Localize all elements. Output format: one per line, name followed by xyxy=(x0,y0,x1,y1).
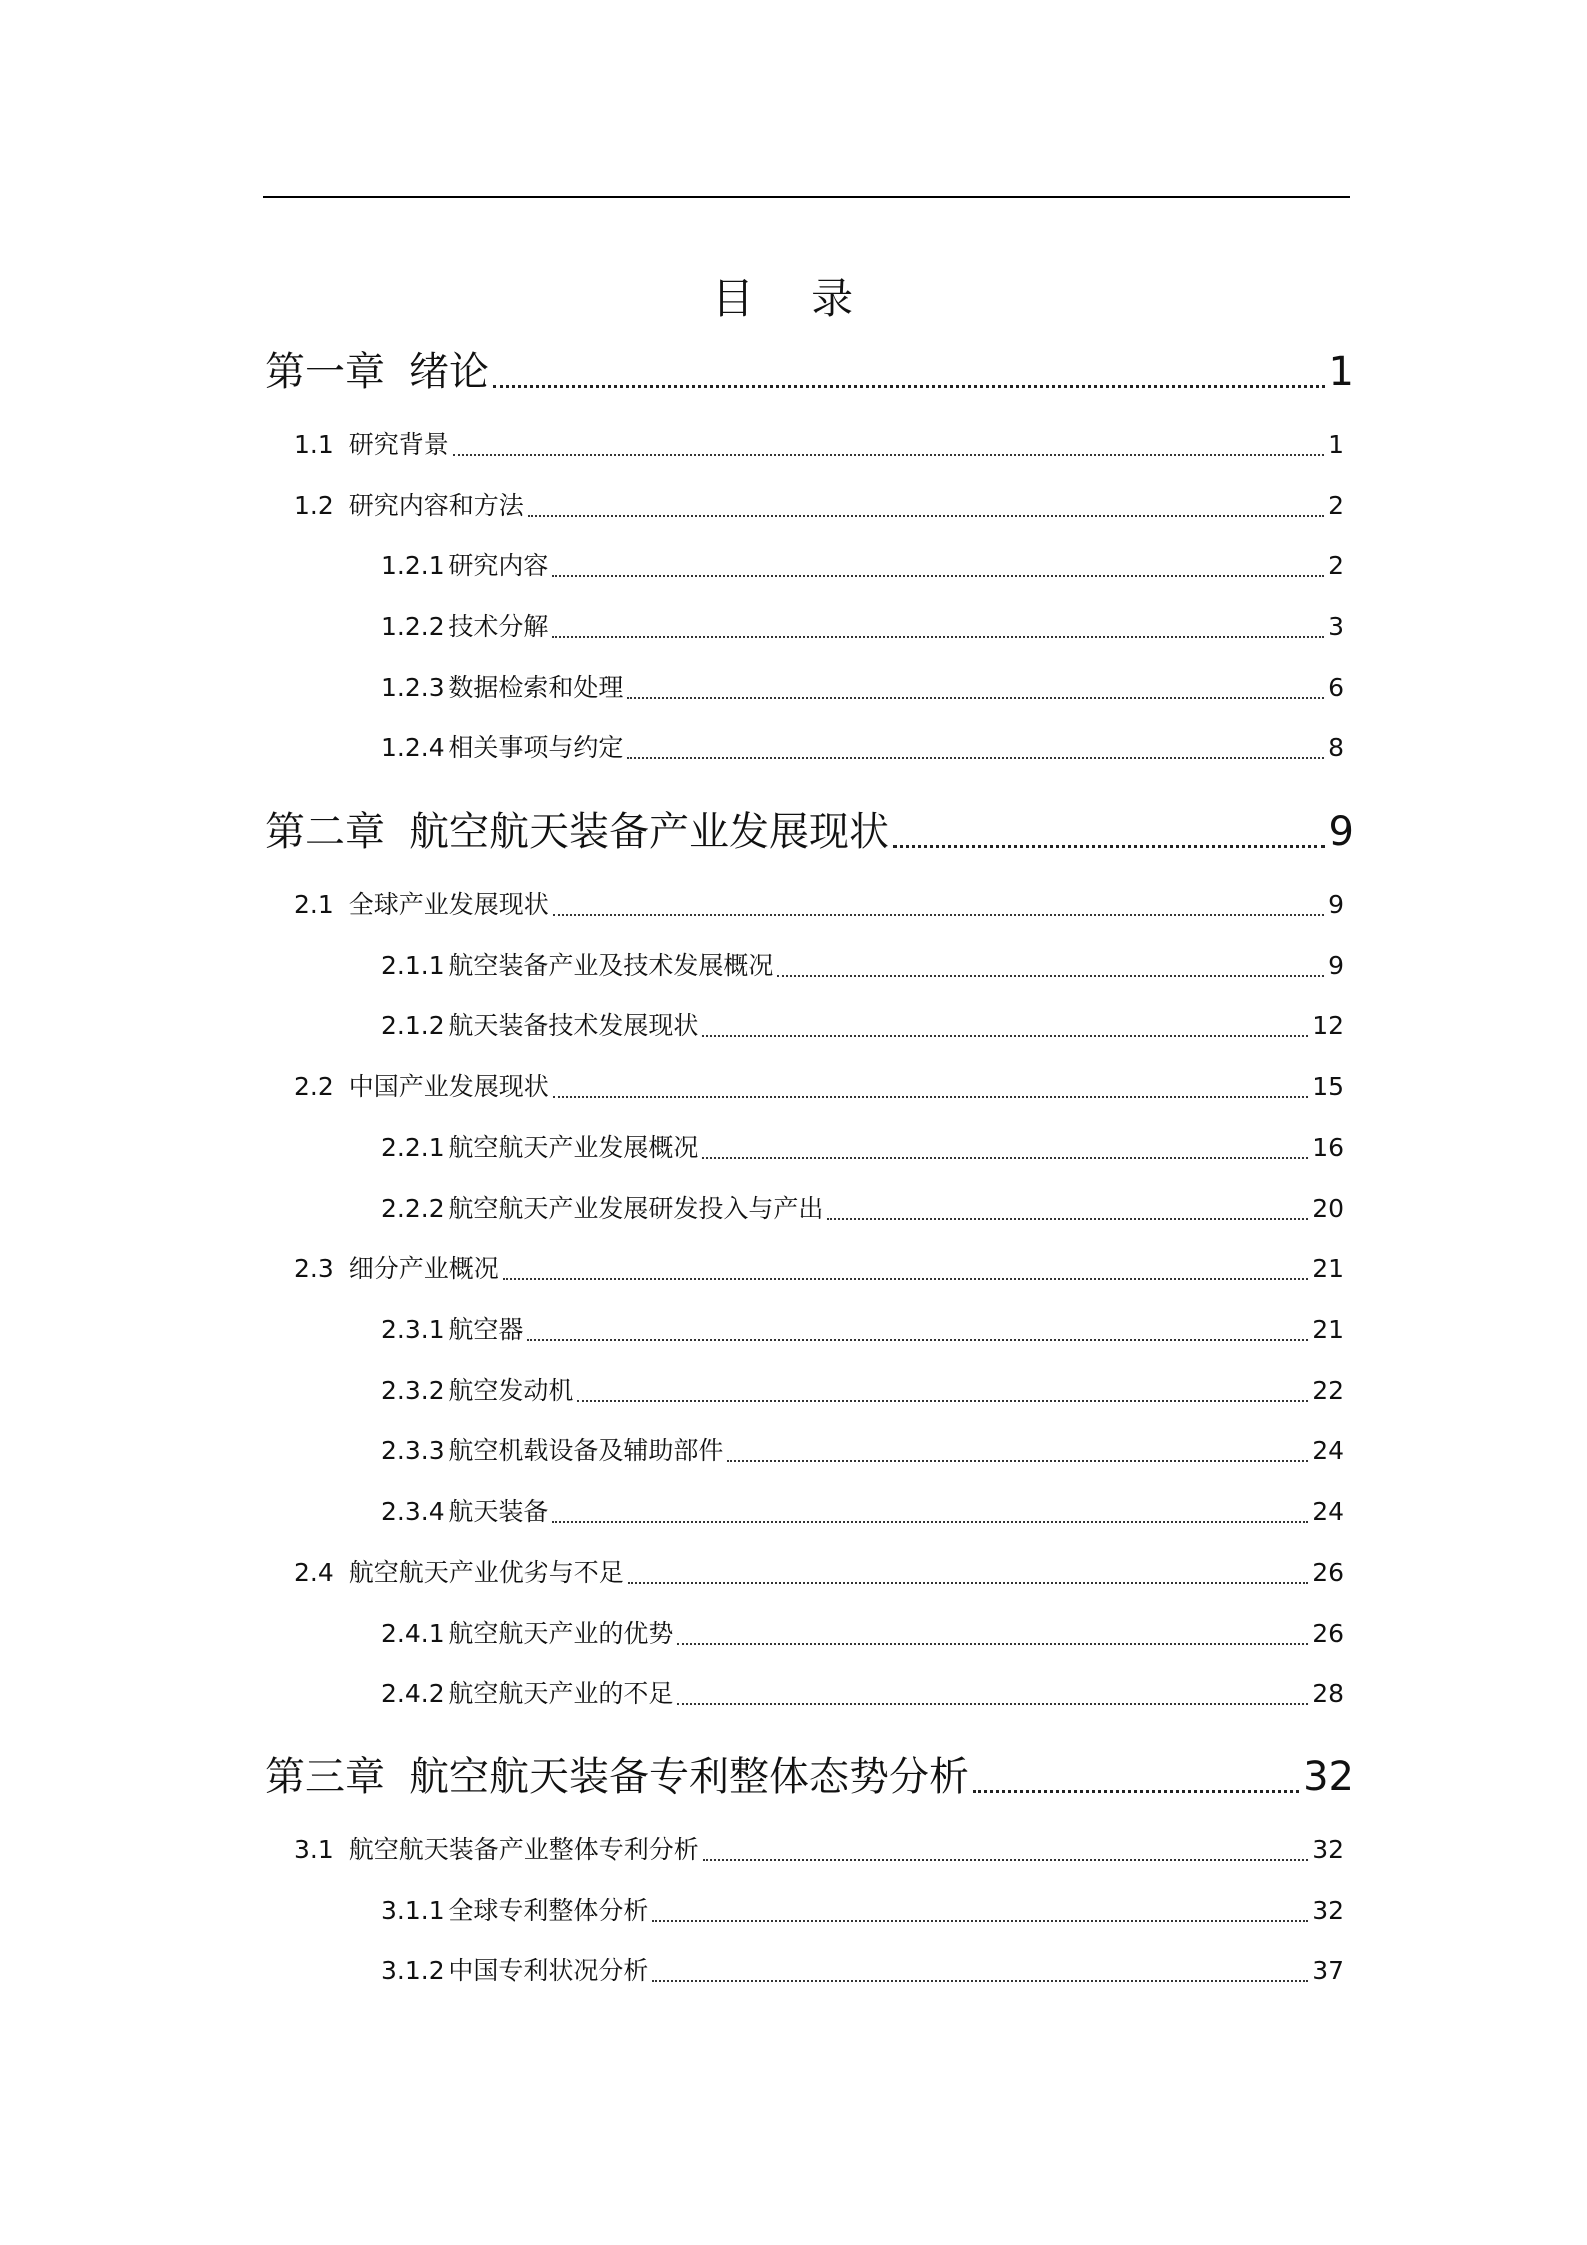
toc-entry-label xyxy=(381,607,548,643)
dot-leader xyxy=(528,515,1324,517)
toc-entry-number: 2.1.1 xyxy=(381,951,445,980)
dot-leader xyxy=(552,575,1324,577)
toc-page-number: 2 xyxy=(1328,551,1344,580)
dot-leader xyxy=(677,1703,1308,1705)
toc-entry-text: 数据检索和处理 xyxy=(448,673,624,702)
dot-leader xyxy=(503,1278,1308,1280)
toc-entry-text: 研究背景 xyxy=(348,430,449,459)
dot-leader xyxy=(702,1157,1308,1159)
toc-entry-text: 航空航天装备产业发展现状 xyxy=(409,809,889,855)
toc-section-entry[interactable] xyxy=(294,486,1344,522)
toc-entry-number: 3.1 xyxy=(294,1835,334,1864)
dot-leader xyxy=(652,1980,1308,1982)
toc-page-number: 32 xyxy=(1303,1754,1354,1800)
toc-page-number: 24 xyxy=(1312,1436,1344,1465)
toc-page-number: 32 xyxy=(1312,1896,1344,1925)
toc-entry-text: 航空航天装备产业整体专利分析 xyxy=(348,1835,699,1864)
toc-section-entry[interactable] xyxy=(294,1067,1344,1103)
dot-leader xyxy=(553,914,1324,916)
toc-entry-label xyxy=(294,425,449,461)
dot-leader xyxy=(628,1582,1308,1584)
toc-page-number: 6 xyxy=(1328,673,1344,702)
dot-leader xyxy=(703,1859,1308,1861)
toc-entry-text: 细分产业概况 xyxy=(348,1254,499,1283)
toc-chapter-entry[interactable] xyxy=(265,1745,1354,1802)
dot-leader xyxy=(973,1790,1299,1793)
toc-entry-text: 航空航天装备专利整体态势分析 xyxy=(409,1754,969,1800)
toc-entry-number: 1.2.3 xyxy=(381,673,445,702)
dot-leader xyxy=(893,845,1325,848)
toc-subsection-entry[interactable] xyxy=(381,607,1344,643)
toc-entry-text: 航空航天产业的优势 xyxy=(448,1619,674,1648)
toc-entry-text: 航空航天产业发展研发投入与产出 xyxy=(448,1194,824,1223)
toc-entry-number: 1.2.2 xyxy=(381,612,445,641)
toc-entry-text: 航空器 xyxy=(448,1315,524,1344)
toc-title: 目 录 xyxy=(711,274,876,324)
dot-leader xyxy=(627,697,1324,699)
toc-page-number: 9 xyxy=(1328,951,1344,980)
dot-leader xyxy=(553,1096,1308,1098)
toc-entry-number: 第一章 xyxy=(265,349,385,395)
toc-entry-number: 2.3 xyxy=(294,1254,334,1283)
toc-entry-text: 航空机载设备及辅助部件 xyxy=(448,1436,724,1465)
toc-entry-number: 第三章 xyxy=(265,1754,385,1800)
toc-page-number: 8 xyxy=(1328,733,1344,762)
toc-entry-text: 全球专利整体分析 xyxy=(448,1896,649,1925)
dot-leader xyxy=(827,1218,1308,1220)
toc-entry-text: 技术分解 xyxy=(448,612,549,641)
toc-page-number: 21 xyxy=(1312,1315,1344,1344)
toc-entry-label xyxy=(265,1745,969,1802)
toc-page-number: 3 xyxy=(1328,612,1344,641)
dot-leader xyxy=(627,757,1324,759)
toc-page-number: 22 xyxy=(1312,1376,1344,1405)
toc-entry-label xyxy=(381,1128,698,1164)
toc-subsection-entry[interactable] xyxy=(381,1006,1344,1042)
toc-subsection-entry[interactable] xyxy=(381,1674,1344,1710)
toc-entry-number: 2.4.1 xyxy=(381,1619,445,1648)
toc-page-number: 26 xyxy=(1312,1619,1344,1648)
toc-subsection-entry[interactable] xyxy=(381,1951,1344,1987)
toc-entry-text: 研究内容和方法 xyxy=(348,491,524,520)
toc-entry-number: 2.4.2 xyxy=(381,1679,445,1708)
toc-page-number: 2 xyxy=(1328,491,1344,520)
toc-subsection-entry[interactable] xyxy=(381,946,1344,982)
toc-entry-label xyxy=(381,728,623,764)
toc-page-number: 20 xyxy=(1312,1194,1344,1223)
toc-page-number: 37 xyxy=(1312,1956,1344,1985)
toc-entry-number: 2.3.4 xyxy=(381,1497,445,1526)
toc-subsection-entry[interactable] xyxy=(381,1891,1344,1927)
toc-entry-label xyxy=(265,800,889,857)
dot-leader xyxy=(677,1643,1308,1645)
toc-subsection-entry[interactable] xyxy=(381,1128,1344,1164)
toc-entry-label xyxy=(381,1891,648,1927)
toc-entry-number: 1.2.4 xyxy=(381,733,445,762)
toc-entry-number: 1.2 xyxy=(294,491,334,520)
toc-subsection-entry[interactable] xyxy=(381,1371,1344,1407)
toc-section-entry[interactable] xyxy=(294,1553,1344,1589)
toc-page-number: 12 xyxy=(1312,1011,1344,1040)
toc-entry-number: 2.1.2 xyxy=(381,1011,445,1040)
toc-entry-label xyxy=(294,486,524,522)
toc-entry-label xyxy=(381,1310,523,1346)
toc-entry-label xyxy=(381,668,623,704)
toc-chapter-entry[interactable] xyxy=(265,800,1354,857)
toc-entry-text: 绪论 xyxy=(409,349,489,395)
dot-leader xyxy=(493,385,1325,388)
toc-subsection-entry[interactable] xyxy=(381,1614,1344,1650)
toc-entry-text: 全球产业发展现状 xyxy=(348,890,549,919)
toc-page-number: 28 xyxy=(1312,1679,1344,1708)
toc-entry-text: 中国产业发展现状 xyxy=(348,1072,549,1101)
toc-entry-text: 中国专利状况分析 xyxy=(448,1956,649,1985)
toc-subsection-entry[interactable] xyxy=(381,668,1344,704)
toc-entry-number: 2.3.2 xyxy=(381,1376,445,1405)
toc-page-number: 32 xyxy=(1312,1835,1344,1864)
toc-page-number: 1 xyxy=(1328,430,1344,459)
toc-entry-number: 第二章 xyxy=(265,809,385,855)
toc-entry-number: 2.1 xyxy=(294,890,334,919)
dot-leader xyxy=(552,1521,1308,1523)
toc-entry-label xyxy=(381,1951,648,1987)
toc-entry-label xyxy=(381,1674,673,1710)
toc-page-number: 26 xyxy=(1312,1558,1344,1587)
toc-entry-label xyxy=(381,946,773,982)
toc-entry-number: 2.2 xyxy=(294,1072,334,1101)
toc-entry-number: 2.2.1 xyxy=(381,1133,445,1162)
toc-page-number: 16 xyxy=(1312,1133,1344,1162)
toc-entry-label xyxy=(294,1830,699,1866)
dot-leader xyxy=(453,454,1324,456)
toc-entry-label xyxy=(381,1006,698,1042)
toc-section-entry[interactable] xyxy=(294,425,1344,461)
toc-entry-text: 航空发动机 xyxy=(448,1376,574,1405)
toc-entry-label xyxy=(381,1189,823,1225)
dot-leader xyxy=(652,1920,1308,1922)
toc-entry-number: 3.1.2 xyxy=(381,1956,445,1985)
toc-entry-number: 2.3.1 xyxy=(381,1315,445,1344)
toc-section-entry[interactable] xyxy=(294,1830,1344,1866)
toc-page-number: 9 xyxy=(1328,809,1354,855)
toc-entry-label xyxy=(381,1431,723,1467)
toc-entry-label xyxy=(381,546,548,582)
toc-entry-text: 研究内容 xyxy=(448,551,549,580)
toc-page-number: 21 xyxy=(1312,1254,1344,1283)
toc-entry-number: 1.1 xyxy=(294,430,334,459)
toc-entry-text: 航空航天产业的不足 xyxy=(448,1679,674,1708)
toc-entry-number: 2.3.3 xyxy=(381,1436,445,1465)
dot-leader xyxy=(527,1339,1308,1341)
toc-entry-text: 航天装备技术发展现状 xyxy=(448,1011,699,1040)
toc-entry-label xyxy=(265,340,489,397)
toc-entry-number: 2.4 xyxy=(294,1558,334,1587)
toc-subsection-entry[interactable] xyxy=(381,1492,1344,1528)
dot-leader xyxy=(727,1460,1308,1462)
toc-subsection-entry[interactable] xyxy=(381,728,1344,764)
toc-entry-text: 航天装备 xyxy=(448,1497,549,1526)
toc-page-number: 24 xyxy=(1312,1497,1344,1526)
toc-entry-label xyxy=(381,1492,548,1528)
dot-leader xyxy=(577,1400,1308,1402)
dot-leader xyxy=(777,975,1324,977)
toc-entry-text: 航空装备产业及技术发展概况 xyxy=(448,951,774,980)
dot-leader xyxy=(702,1035,1308,1037)
toc-entry-number: 3.1.1 xyxy=(381,1896,445,1925)
toc-chapter-entry[interactable] xyxy=(265,340,1354,397)
toc-section-entry[interactable] xyxy=(294,1249,1344,1285)
toc-subsection-entry[interactable] xyxy=(381,1431,1344,1467)
toc-entry-label xyxy=(294,1553,624,1589)
toc-page-number: 1 xyxy=(1328,349,1354,395)
toc-subsection-entry[interactable] xyxy=(381,546,1344,582)
toc-entry-label xyxy=(294,885,549,921)
toc-entry-label xyxy=(381,1371,573,1407)
toc-page-number: 9 xyxy=(1328,890,1344,919)
toc-entry-text: 相关事项与约定 xyxy=(448,733,624,762)
toc-page-number: 15 xyxy=(1312,1072,1344,1101)
toc-subsection-entry[interactable] xyxy=(381,1310,1344,1346)
dot-leader xyxy=(552,636,1324,638)
toc-entry-label xyxy=(294,1067,549,1103)
toc-entry-number: 1.2.1 xyxy=(381,551,445,580)
toc-entry-label xyxy=(381,1614,673,1650)
toc-section-entry[interactable] xyxy=(294,885,1344,921)
toc-entry-text: 航空航天产业优劣与不足 xyxy=(348,1558,624,1587)
toc-entry-label xyxy=(294,1249,499,1285)
toc-entry-text: 航空航天产业发展概况 xyxy=(448,1133,699,1162)
toc-subsection-entry[interactable] xyxy=(381,1189,1344,1225)
toc-entry-number: 2.2.2 xyxy=(381,1194,445,1223)
